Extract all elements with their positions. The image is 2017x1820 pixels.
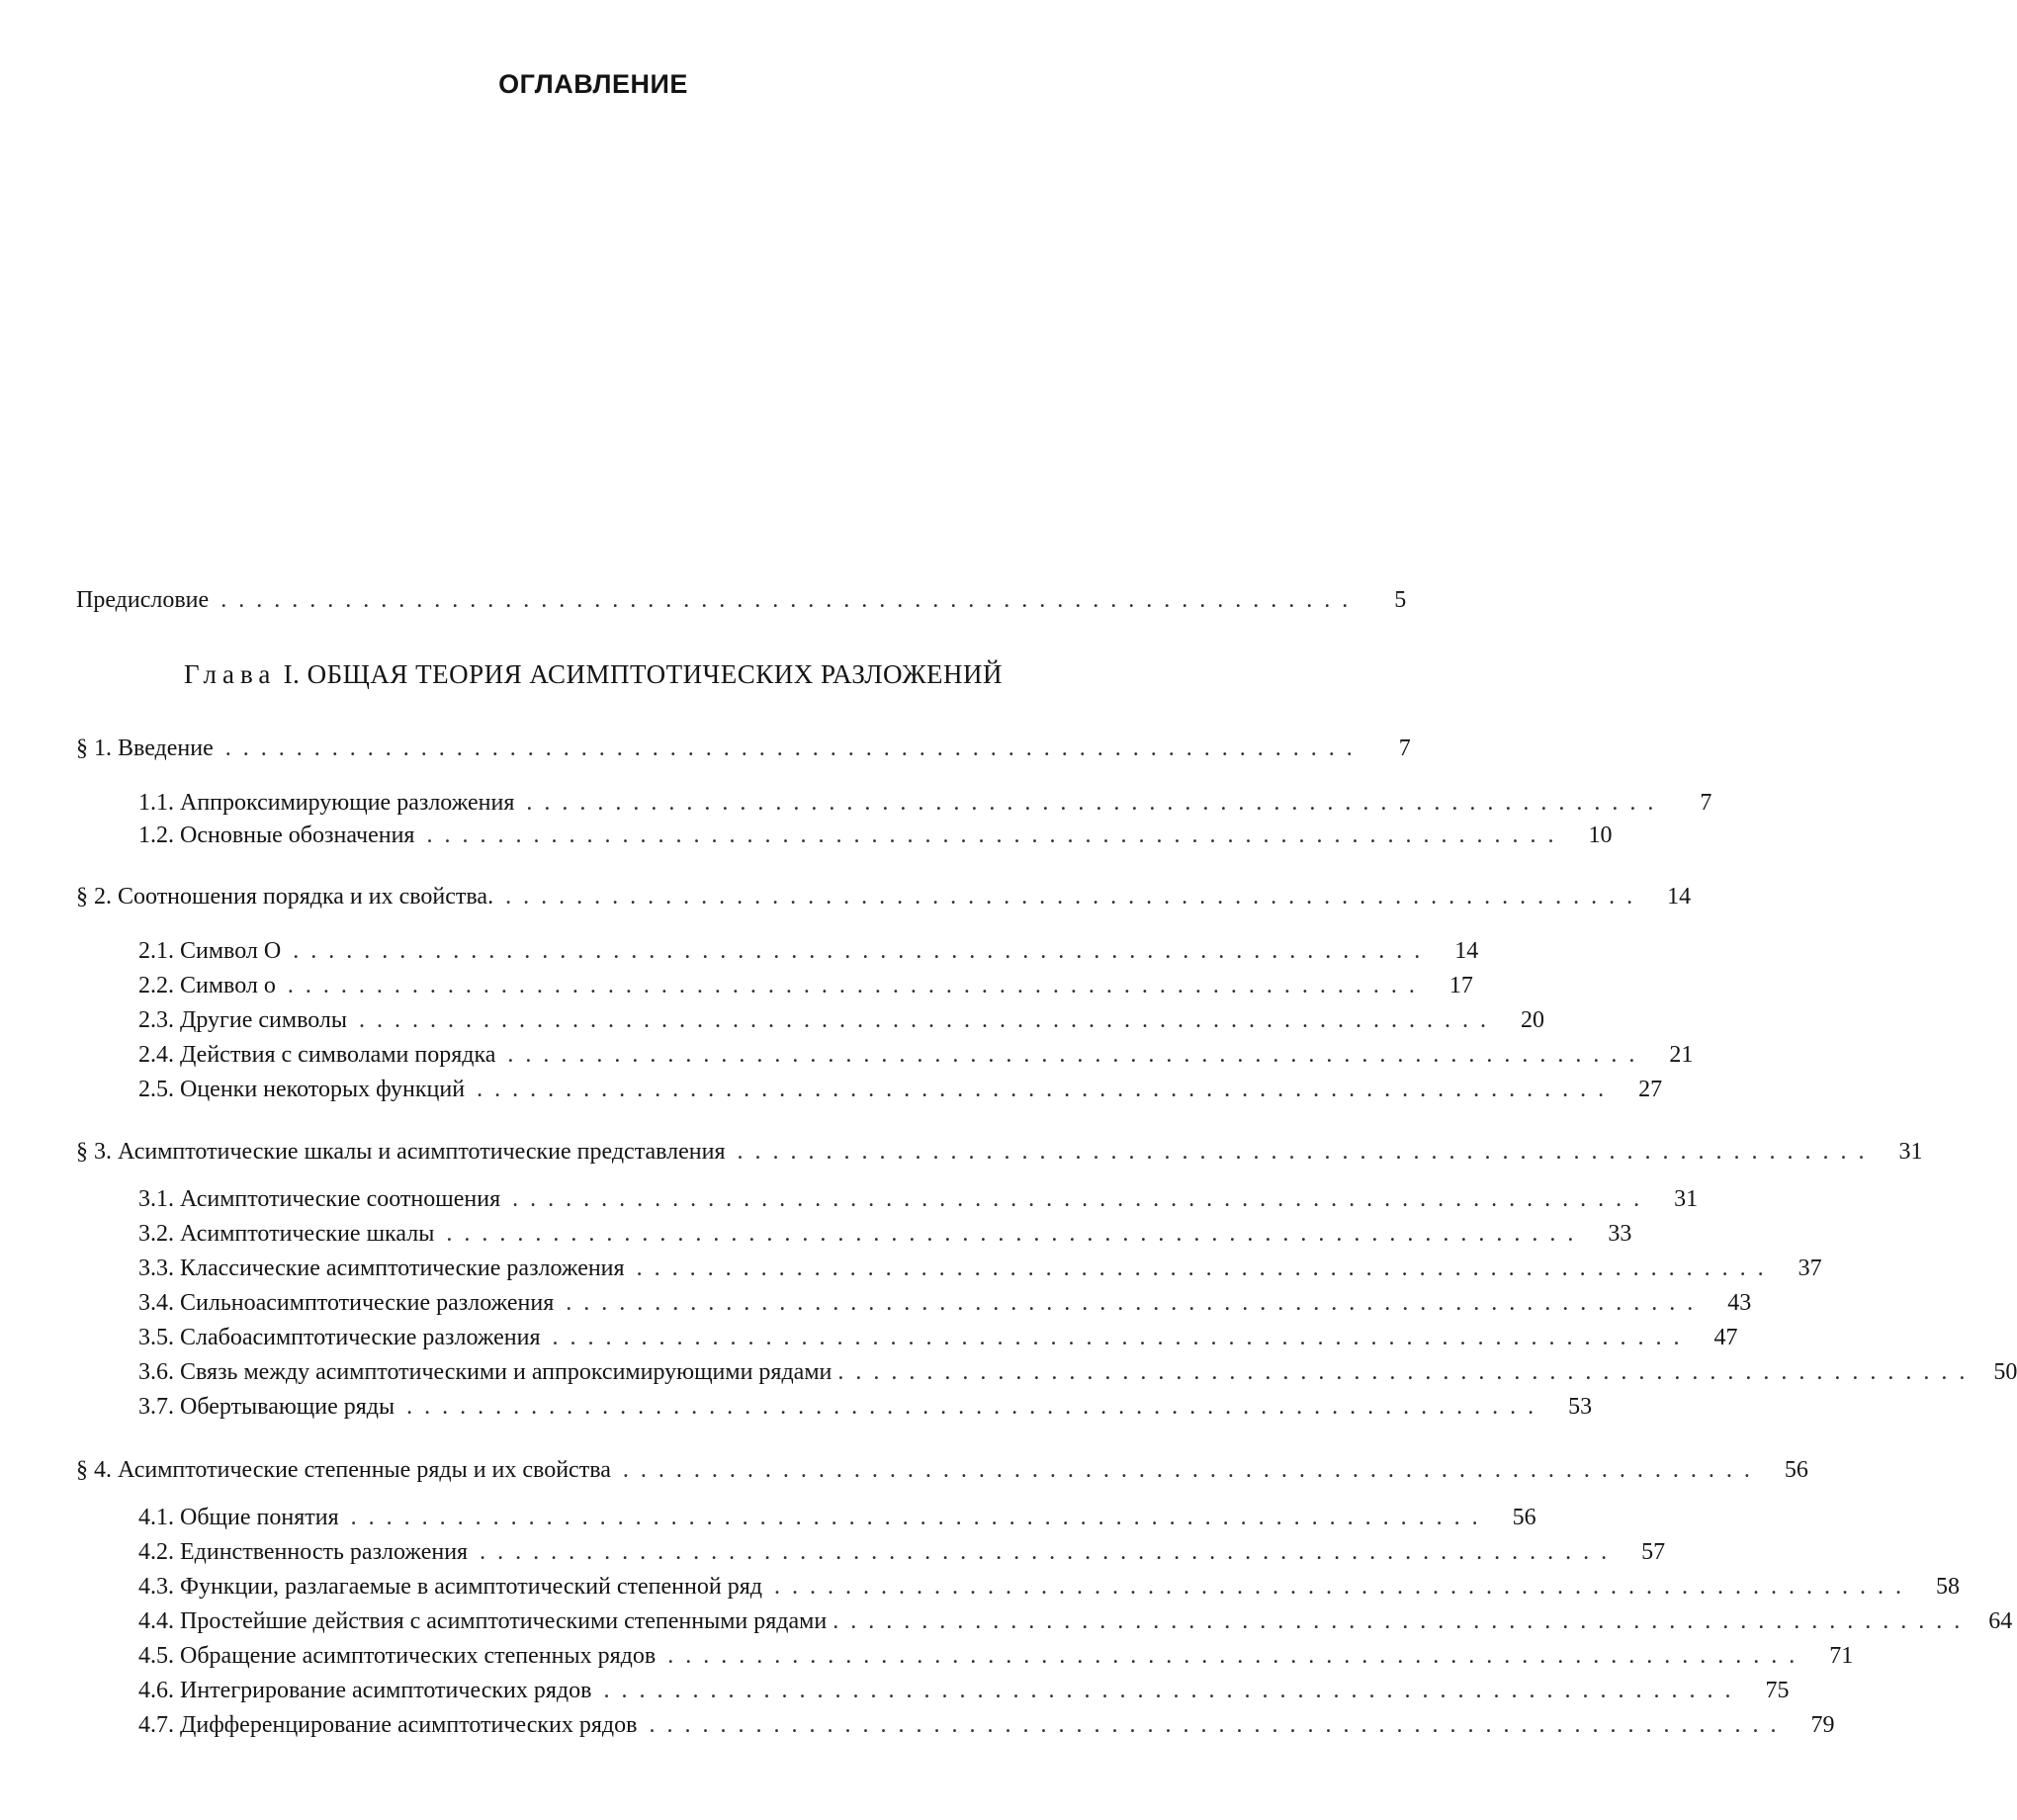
subsection-number: 2.1. [138,938,174,964]
subsection-number: 4.4. [138,1608,174,1634]
dot-leader [512,1182,1642,1216]
subsection-number: 3.6. [138,1359,174,1385]
dot-leader [406,1390,1536,1424]
toc-page-number: 7 [1398,736,1411,761]
subsection-number: 2.4. [138,1042,174,1068]
section-number: § 1. [76,736,112,761]
toc-page-number: 47 [1713,1325,1738,1350]
dot-leader [837,1355,1968,1389]
subsection-label: Асимптотические шкалы [180,1221,435,1247]
dot-leader [603,1674,1733,1707]
toc-subsection[interactable] [138,969,1473,1002]
subsection-number: 3.1. [138,1186,174,1212]
subsection-number: 1.1. [138,790,174,816]
toc-page-number: 43 [1727,1290,1752,1316]
subsection-label: Действия с символами порядка [180,1042,496,1068]
dot-leader [553,1321,1683,1354]
toc-subsection[interactable] [138,786,1712,820]
toc-page-number: 58 [1935,1574,1960,1600]
dot-leader [667,1639,1798,1673]
subsection-label: Символ o [180,973,276,998]
subsection-number: 4.1. [138,1505,174,1530]
subsection-label: Связь между асимптотическими и аппроксимирующими рядами [180,1359,833,1385]
toc-page-number: 37 [1798,1256,1822,1281]
subsection-label: Простейшие действия с асимптотическими степенными рядами [180,1608,828,1634]
toc-subsection[interactable] [138,1604,2013,1638]
dot-leader [359,1003,1489,1037]
toc-subsection[interactable] [138,1321,1738,1354]
toc-page-number: 57 [1641,1539,1666,1565]
toc-section-3[interactable] [76,1135,1923,1169]
toc-subsection[interactable] [138,1182,1699,1216]
dot-leader [526,786,1656,820]
subsection-label: Общие понятия [180,1505,339,1530]
toc-page-number: 27 [1638,1077,1663,1102]
subsection-label: Дифференцирование асимптотических рядов [180,1712,638,1738]
subsection-label: Обращение асимптотических степенных рядов [180,1643,657,1669]
toc-section-4[interactable] [76,1453,1808,1487]
subsection-label: Аппроксимирующие разложения [180,790,515,816]
toc-subsection[interactable] [138,1674,1790,1707]
toc-page-number: 53 [1568,1394,1593,1420]
toc-page-number: 75 [1765,1678,1790,1703]
dot-leader [220,583,1351,617]
toc-subsection[interactable] [138,1390,1593,1424]
dot-leader [738,1135,1868,1169]
section-number: § 2. [76,884,112,910]
toc-page-number: 79 [1810,1712,1835,1738]
subsection-label: Основные обозначения [180,823,415,848]
dot-leader [351,1501,1481,1534]
subsection-number: 2.3. [138,1007,174,1033]
subsection-number: 3.7. [138,1394,174,1420]
subsection-label: Обертывающие ряды [180,1394,395,1420]
dot-leader [225,732,1356,765]
toc-subsection[interactable] [138,1501,1536,1534]
toc-page-number: 21 [1669,1042,1694,1068]
subsection-number: 3.2. [138,1221,174,1247]
subsection-number: 3.5. [138,1325,174,1350]
dot-leader [426,819,1556,852]
toc-subsection[interactable] [138,1073,1663,1106]
subsection-number: 3.3. [138,1256,174,1281]
toc-subsection[interactable] [138,1038,1694,1072]
page-title: ОГЛАВЛЕНИЕ [498,69,688,99]
chapter-heading [0,654,1186,694]
toc-subsection[interactable] [138,819,1613,852]
toc-subsection[interactable] [138,1639,1854,1673]
subsection-label: Асимптотические соотношения [180,1186,501,1212]
toc-subsection[interactable] [138,1252,1822,1285]
toc-section-1[interactable] [76,732,1411,765]
chapter-number: I. [283,659,301,689]
dot-leader [480,1535,1610,1569]
dot-leader [637,1252,1767,1285]
subsection-number: 2.5. [138,1077,174,1102]
dot-leader [774,1570,1904,1603]
subsection-number: 3.4. [138,1290,174,1316]
toc-subsection[interactable] [138,1355,2017,1389]
chapter-title: ОБЩАЯ ТЕОРИЯ АСИМПТОТИЧЕСКИХ РАЗЛОЖЕНИЙ [307,659,1004,689]
subsection-label: Функции, разлагаемые в асимптотический степенной ряд [180,1574,762,1600]
toc-page-number: 64 [1988,1608,2013,1634]
section-label: Асимптотические степенные ряды и их свойства [118,1457,611,1483]
section-label: Асимптотические шкалы и асимптотические представления [118,1139,726,1165]
toc-page-number: 17 [1448,973,1473,998]
subsection-number: 1.2. [138,823,174,848]
subsection-label: Интегрирование асимптотических рядов [180,1678,592,1703]
dot-leader [293,934,1423,968]
toc-page-number: 31 [1898,1139,1923,1165]
dot-leader [446,1217,1576,1251]
toc-subsection[interactable] [138,934,1479,968]
subsection-number: 4.5. [138,1643,174,1669]
subsection-label: Оценки некоторых функций [180,1077,466,1102]
subsection-number: 4.3. [138,1574,174,1600]
toc-entry-preface[interactable] [76,583,1407,617]
dot-leader [833,1604,1963,1638]
section-number: § 4. [76,1457,112,1483]
section-label: Соотношения порядка и их свойства. [118,884,494,910]
toc-subsection[interactable] [138,1003,1545,1037]
toc-page-number: 56 [1784,1457,1808,1483]
toc-section-2[interactable] [76,880,1692,913]
subsection-label: Сильноасимптотические разложения [180,1290,555,1316]
toc-page-number: 7 [1700,790,1712,816]
toc-subsection[interactable] [138,1286,1752,1320]
dot-leader [505,880,1635,913]
dot-leader [507,1038,1637,1072]
toc-subsection[interactable] [138,1570,1960,1603]
toc-page-number: 31 [1674,1186,1699,1212]
toc-page-number: 5 [1394,587,1407,613]
subsection-label: Единственность разложения [180,1539,469,1565]
toc-page-number: 20 [1521,1007,1545,1033]
dot-leader [566,1286,1696,1320]
toc-page-number: 33 [1608,1221,1632,1247]
dot-leader [623,1453,1753,1487]
subsection-number: 2.2. [138,973,174,998]
subsection-label: Символ O [180,938,282,964]
toc-subsection[interactable] [138,1708,1835,1742]
toc-entry-label: Предисловие [76,587,210,613]
toc-subsection[interactable] [138,1217,1632,1251]
toc-page-number: 50 [1993,1359,2017,1385]
chapter-prefix: Глава [183,659,277,689]
toc-page-number: 14 [1454,938,1479,964]
toc-page-number: 56 [1512,1505,1536,1530]
toc-page-number: 71 [1829,1643,1854,1669]
subsection-label: Слабоасимптотические разложения [180,1325,541,1350]
toc-page-number: 14 [1667,884,1692,910]
toc-page-number: 10 [1588,823,1613,848]
section-label: Введение [118,736,214,761]
subsection-label: Классические асимптотические разложения [180,1256,625,1281]
subsection-number: 4.6. [138,1678,174,1703]
subsection-label: Другие символы [180,1007,348,1033]
dot-leader [288,969,1418,1002]
subsection-number: 4.7. [138,1712,174,1738]
subsection-number: 4.2. [138,1539,174,1565]
dot-leader [649,1708,1779,1742]
section-number: § 3. [76,1139,112,1165]
dot-leader [477,1073,1607,1106]
toc-subsection[interactable] [138,1535,1666,1569]
